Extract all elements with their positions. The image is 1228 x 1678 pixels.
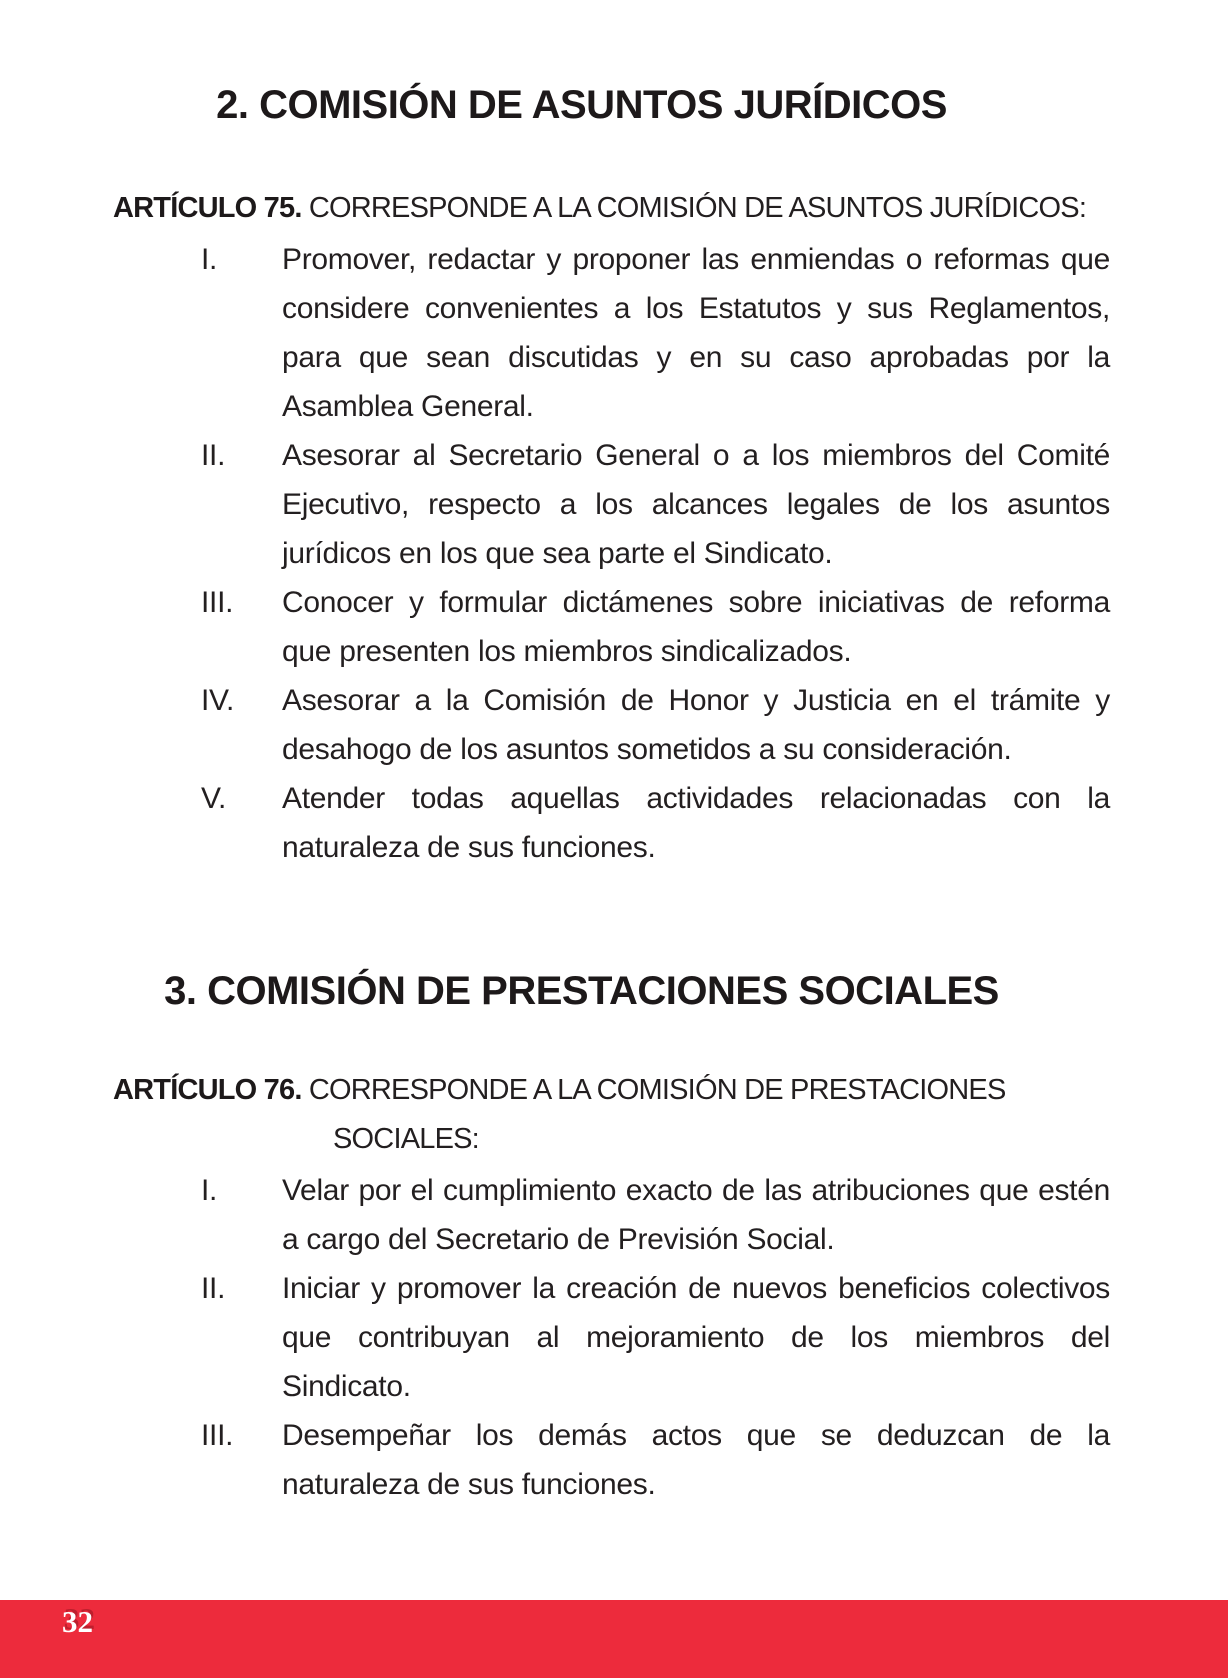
list-item — [113, 676, 1110, 774]
section — [113, 970, 1110, 1509]
article-label: ARTÍCULO 76. — [113, 1074, 309, 1106]
item-text: Promover, redactar y proponer las enmiendas o reformas que considere convenientes a los Estatutos y sus Reglamentos, para que sean discutidas y en su caso aprobadas por la Asamblea General. — [282, 243, 1110, 423]
section-title: 3. COMISIÓN DE PRESTACIONES SOCIALES — [164, 969, 999, 1013]
list-item — [113, 774, 1110, 872]
item-text: Velar por el cumplimiento exacto de las atribuciones que estén a cargo del Secretario de Previsión Social. — [282, 1174, 1110, 1256]
article-heading — [113, 1066, 1110, 1164]
item-text: Asesorar a la Comisión de Honor y Justicia en el trámite y desahogo de los asuntos sometidos a su consideración. — [282, 684, 1110, 766]
footer-bar — [0, 1600, 1228, 1678]
item-numeral: IV. — [201, 684, 235, 717]
section — [113, 84, 1110, 872]
page-content — [113, 0, 1110, 1509]
item-text: Iniciar y promover la creación de nuevos beneficios colectivos que contribuyan al mejoramiento de los miembros del Sindicato. — [282, 1272, 1110, 1403]
item-numeral: V. — [201, 782, 226, 815]
list-item — [113, 235, 1110, 431]
item-text: Desempeñar los demás actos que se deduzcan de la naturaleza de sus funciones. — [282, 1419, 1110, 1501]
item-numeral: III. — [201, 1419, 234, 1452]
list-item — [113, 1264, 1110, 1411]
list-item — [113, 1411, 1110, 1509]
item-numeral: III. — [201, 586, 234, 619]
list-item — [113, 578, 1110, 676]
article-label: ARTÍCULO 75. — [113, 192, 309, 224]
item-numeral: II. — [201, 1272, 226, 1305]
item-list — [113, 1166, 1110, 1509]
item-text: Atender todas aquellas actividades relacionadas con la naturaleza de sus funciones. — [282, 782, 1110, 864]
item-text: Conocer y formular dictámenes sobre iniciativas de reforma que presenten los miembros sindicalizados. — [282, 586, 1110, 668]
item-numeral: I. — [201, 243, 218, 276]
article-heading — [113, 184, 1110, 233]
list-item — [113, 431, 1110, 578]
section-title: 2. COMISIÓN DE ASUNTOS JURÍDICOS — [216, 83, 947, 127]
article-heading-text — [309, 192, 1086, 224]
item-text: Asesorar al Secretario General o a los miembros del Comité Ejecutivo, respecto a los alcances legales de los asuntos jurídicos en los que sea parte el Sindicato. — [282, 439, 1110, 570]
article-heading-line: CORRESPONDE A LA COMISIÓN DE PRESTACIONES — [308, 1074, 1006, 1106]
article-heading-line: CORRESPONDE A LA COMISIÓN DE ASUNTOS JURÍDICOS: — [308, 192, 1087, 224]
article-heading-line: SOCIALES: — [333, 1123, 479, 1155]
article-heading-text — [309, 1074, 1006, 1155]
item-numeral: I. — [201, 1174, 218, 1207]
item-numeral: II. — [201, 439, 226, 472]
page-number: 32 — [62, 1604, 93, 1639]
list-item — [113, 1166, 1110, 1264]
item-list — [113, 235, 1110, 872]
